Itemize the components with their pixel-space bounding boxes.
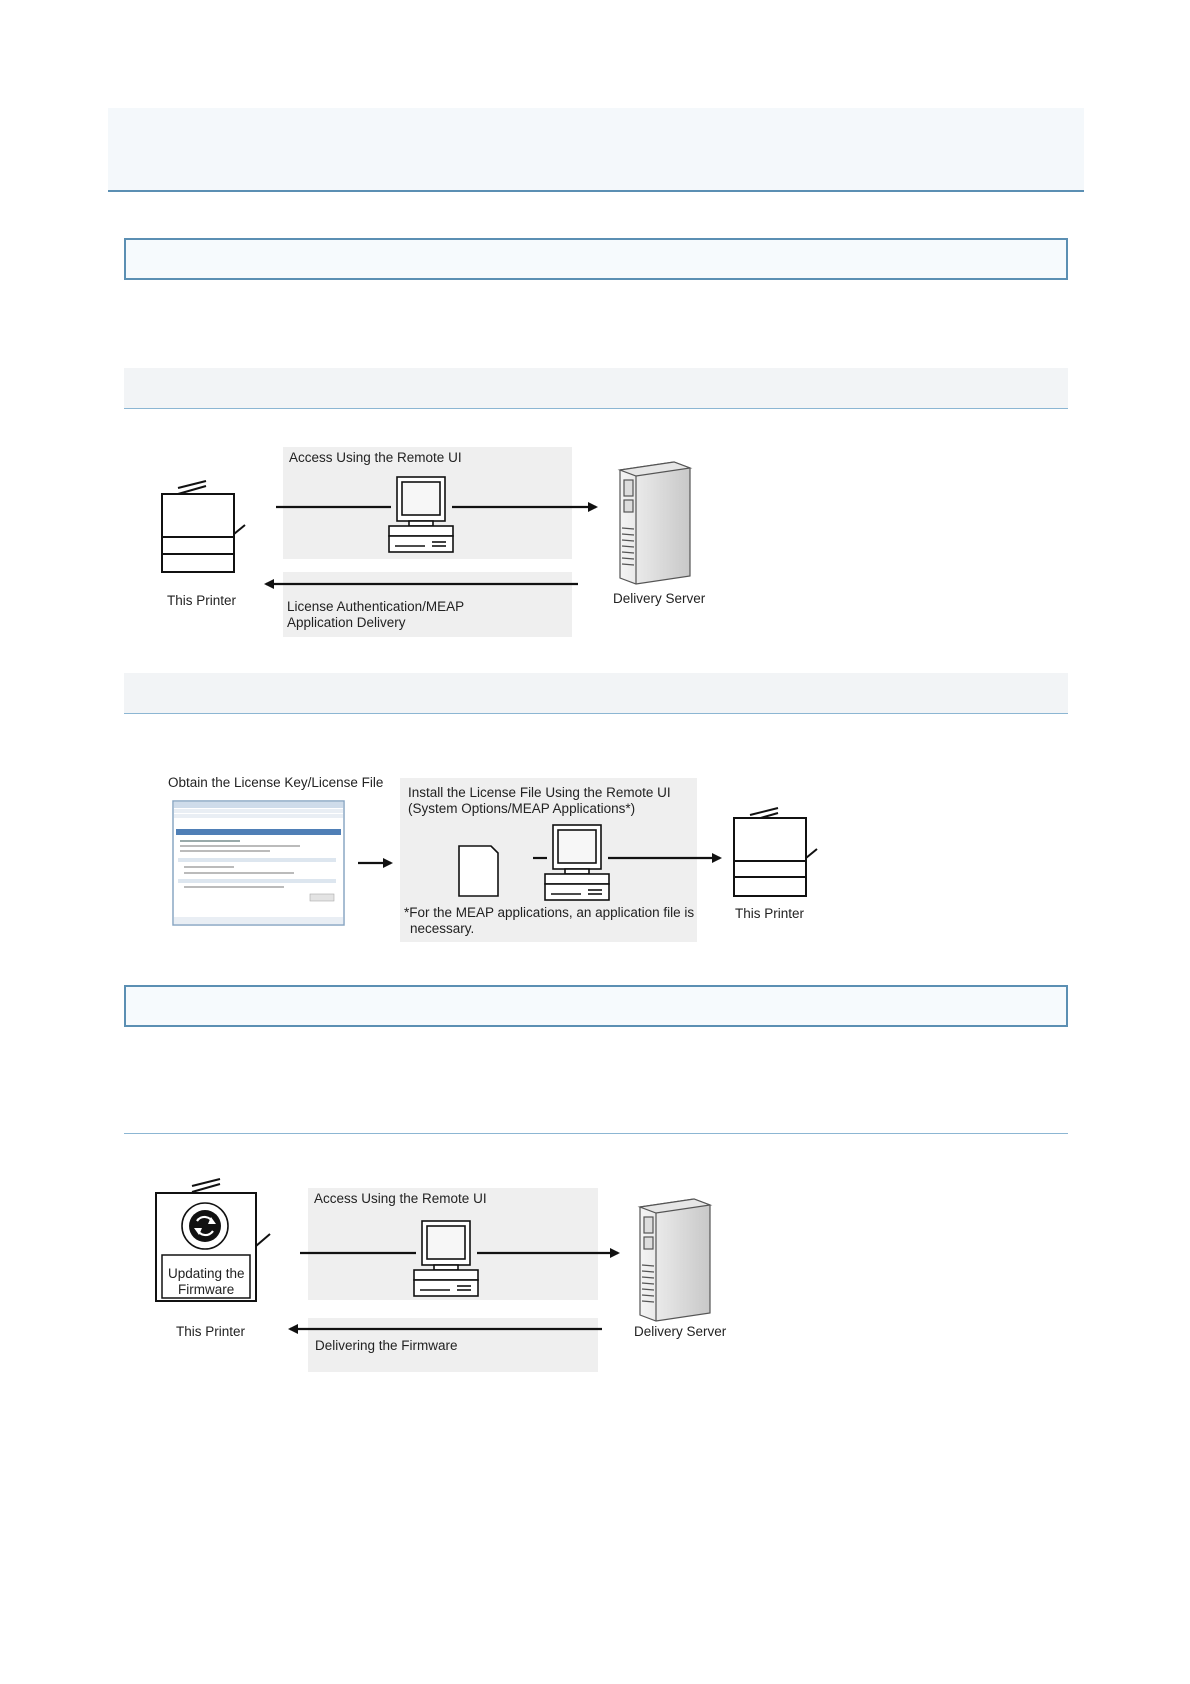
computer-icon xyxy=(545,825,609,900)
note-line1: *For the MEAP applications, an application file is xyxy=(404,905,695,920)
printer-label: This Printer xyxy=(167,593,237,608)
browser-screenshot-icon xyxy=(173,801,344,925)
return-label-line2: Application Delivery xyxy=(287,615,406,630)
server-icon xyxy=(620,462,690,584)
updating-label-line1: Updating the xyxy=(168,1266,245,1281)
server-icon xyxy=(640,1199,710,1321)
access-label: Access Using the Remote UI xyxy=(289,450,462,465)
printer-label: This Printer xyxy=(735,906,805,921)
diagram-license-delivery xyxy=(162,447,706,637)
printer-label: This Printer xyxy=(176,1324,246,1339)
printer-icon xyxy=(734,808,817,896)
delivering-label: Delivering the Firmware xyxy=(315,1338,458,1353)
diagram-license-file xyxy=(168,775,817,942)
install-label-line2: (System Options/MEAP Applications*) xyxy=(408,801,636,816)
return-label-line1: License Authentication/MEAP xyxy=(287,599,465,614)
access-label: Access Using the Remote UI xyxy=(314,1191,487,1206)
document-icon xyxy=(459,846,498,896)
computer-icon xyxy=(414,1221,478,1296)
server-label: Delivery Server xyxy=(634,1324,727,1339)
updating-label-line2: Firmware xyxy=(178,1282,235,1297)
printer-icon xyxy=(162,481,245,572)
note-line2: necessary. xyxy=(410,921,475,936)
server-label: Delivery Server xyxy=(613,591,706,606)
install-label-line1: Install the License File Using the Remote UI xyxy=(408,785,671,800)
diagram-firmware-update xyxy=(156,1179,727,1372)
computer-icon xyxy=(389,477,453,552)
obtain-label: Obtain the License Key/License File xyxy=(168,775,384,790)
